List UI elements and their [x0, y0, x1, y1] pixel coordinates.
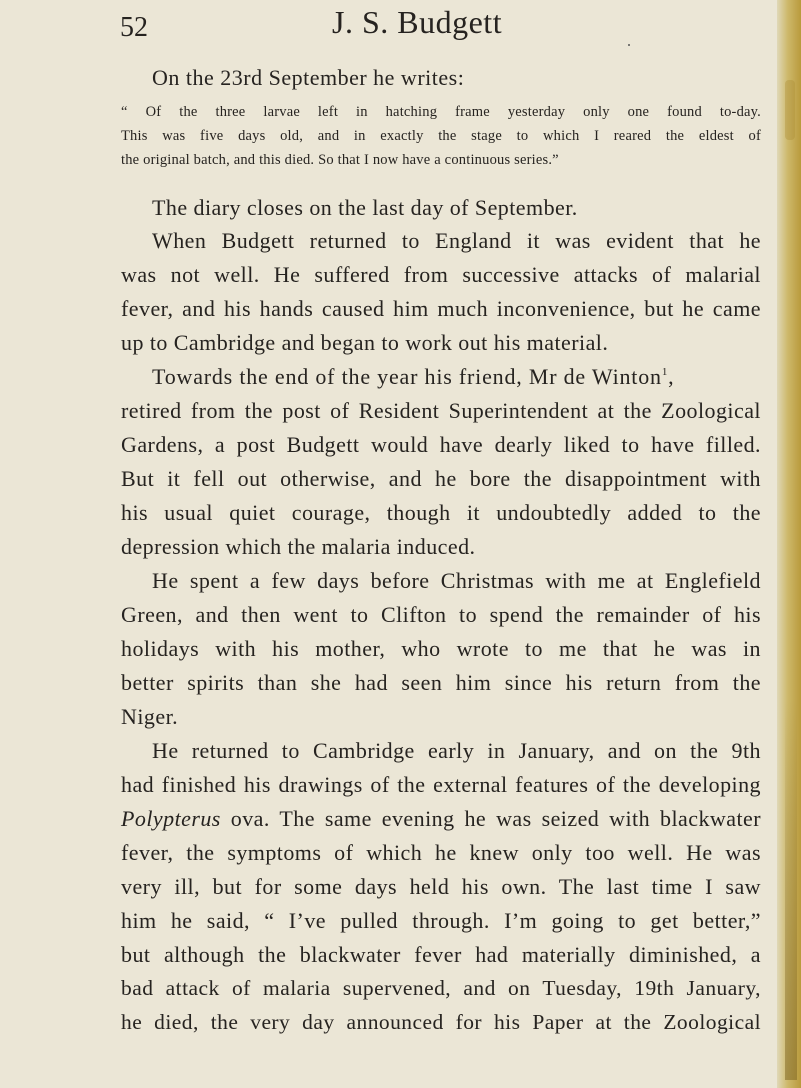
paragraph-line: But it fell out otherwise, and he bore the disappointment with [121, 466, 761, 491]
paragraph-line: retired from the post of Resident Superintendent at the Zoological [121, 398, 761, 423]
paragraph-line: Towards the end of the year his friend, Mr de Winton$^1$, [152, 364, 675, 389]
paragraph-line: When Budgett returned to England it was evident that he [152, 228, 761, 253]
quote-line: the original batch, and this died. So that I now have a continuous series.” [121, 152, 559, 168]
paragraph-line: Polypterus ova. The same evening he was seized with blackwater [121, 806, 761, 831]
paragraph-line: He spent a few days before Christmas with me at Englefield [152, 568, 761, 593]
paragraph-line: his usual quiet courage, though it undoubtedly added to the [121, 500, 761, 525]
paragraph-line: but although the blackwater fever had materially diminished, a [121, 942, 761, 967]
paragraph-line: him he said, “ I’ve pulled through. I’m going to get better,” [121, 908, 761, 933]
species-name: Polypterus [121, 806, 221, 831]
quote-line: This was five days old, and in exactly the stage to which I reared the eldest of [121, 128, 761, 144]
page-stain [785, 80, 795, 140]
paragraph-line: He returned to Cambridge early in January, and on the 9th [152, 738, 761, 763]
paragraph-line: holidays with his mother, who wrote to me that he was in [121, 636, 761, 661]
paragraph-line: fever, the symptoms of which he knew only too well. He was [121, 840, 761, 865]
page-edge-shadow [777, 0, 801, 1088]
paragraph-line: fever, and his hands caused him much inconvenience, but he came [121, 296, 761, 321]
page-stain [785, 700, 797, 1080]
paragraph-line: Niger. [121, 704, 179, 729]
paragraph-line: The diary closes on the last day of September. [152, 195, 578, 220]
paragraph-line: up to Cambridge and began to work out his material. [121, 330, 609, 355]
paragraph-line: Green, and then went to Clifton to spend the remainder of his [121, 602, 761, 627]
paragraph-line: he died, the very day announced for his Paper at the Zoological [121, 1010, 761, 1034]
page-number: 52 [120, 12, 148, 43]
paragraph-line: depression which the malaria induced. [121, 534, 476, 559]
footnote-mark: 1 [661, 366, 669, 378]
quote-line: “ Of the three larvae left in hatching frame yesterday only one found to-day. [121, 104, 761, 120]
running-title: J. S. Budgett [332, 4, 503, 40]
paragraph-line: very ill, but for some days held his own. The last time I saw [121, 874, 761, 899]
paragraph-line: was not well. He suffered from successive attacks of malarial [121, 262, 761, 287]
intro-line: On the 23rd September he writes: [152, 65, 465, 90]
paragraph-line: bad attack of malaria supervened, and on Tuesday, 19th January, [121, 976, 761, 1000]
paragraph-line: Gardens, a post Budgett would have dearly liked to have filled. [121, 432, 761, 457]
paragraph-line: had finished his drawings of the external features of the developing [121, 772, 761, 797]
print-speck [628, 44, 630, 46]
paragraph-line: better spirits than she had seen him since his return from the [121, 670, 761, 695]
